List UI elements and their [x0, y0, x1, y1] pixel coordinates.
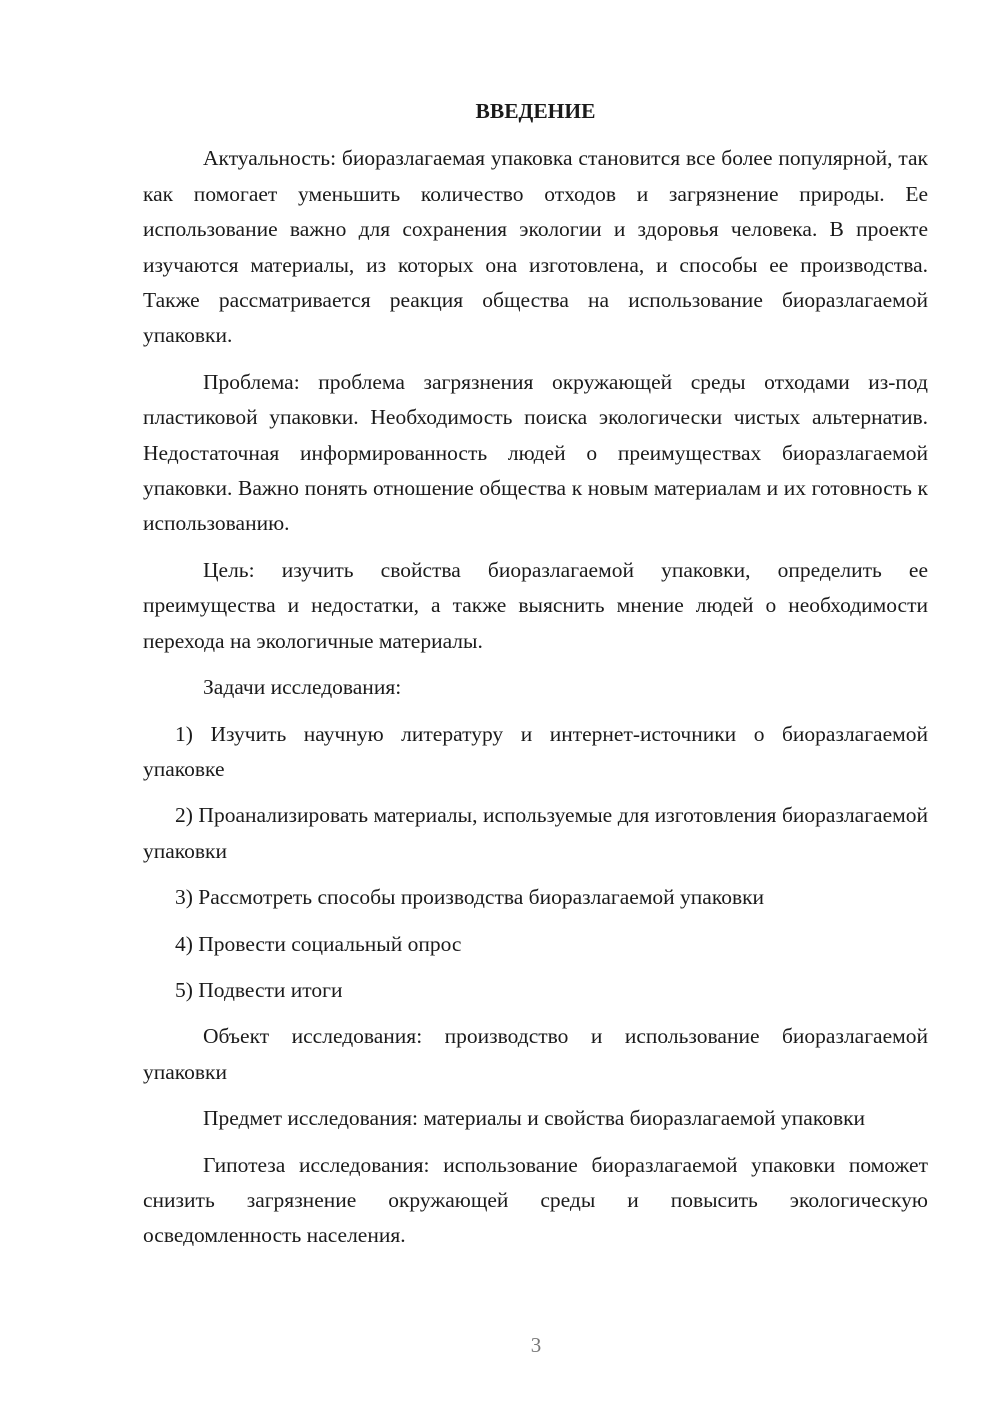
task-item-4: 4) Провести социальный опрос	[175, 931, 462, 956]
tasks-label: Задачи исследования:	[203, 675, 402, 700]
problem-paragraph: Проблема: проблема загрязнения окружающей среды отходами из-под пластиковой упаковки. Необходимость поиска экологически чистых альтернатив. Недостаточная информированность людей о преимуществах биоразлагаемой упаковки. Важно понять отношение общества к новым материалам и их готовность к использованию.	[143, 369, 928, 536]
task-item-3: 3) Рассмотреть способы производства биоразлагаемой упаковки	[175, 885, 765, 910]
relevance-paragraph: Актуальность: биоразлагаемая упаковка становится все более популярной, так как помогает уменьшить количество отходов и загрязнение природы. Ее использование важно для сохранения экологии и здоровья человека. В проекте изучаются материалы, из которых она изготовлена, и способы ее производства. Также рассматривается реакция общества на использование биоразлагаемой упаковки.	[143, 146, 928, 348]
page-heading: ВВЕДЕНИЕ	[475, 99, 596, 123]
task-item-5: 5) Подвести итоги	[175, 977, 343, 1002]
task-item-1: 1) Изучить научную литературу и интернет-источники о биоразлагаемой упаковке	[143, 721, 928, 781]
object-paragraph: Объект исследования: производство и использование биоразлагаемой упаковки	[143, 1024, 928, 1084]
task-item-2: 2) Проанализировать материалы, используемые для изготовления биоразлагаемой упаковки	[143, 803, 928, 863]
page-number: 3	[530, 1333, 542, 1357]
hypothesis-paragraph: Гипотеза исследования: использование биоразлагаемой упаковки поможет снизить загрязнение окружающей среды и повысить экологическую осведомленность населения.	[143, 1152, 928, 1248]
goal-paragraph: Цель: изучить свойства биоразлагаемой упаковки, определить ее преимущества и недостатки, а также выяснить мнение людей о необходимости перехода на экологичные материалы.	[143, 557, 928, 653]
subject-paragraph: Предмет исследования: материалы и свойства биоразлагаемой упаковки	[203, 1106, 866, 1131]
document-page	[143, 94, 928, 1265]
